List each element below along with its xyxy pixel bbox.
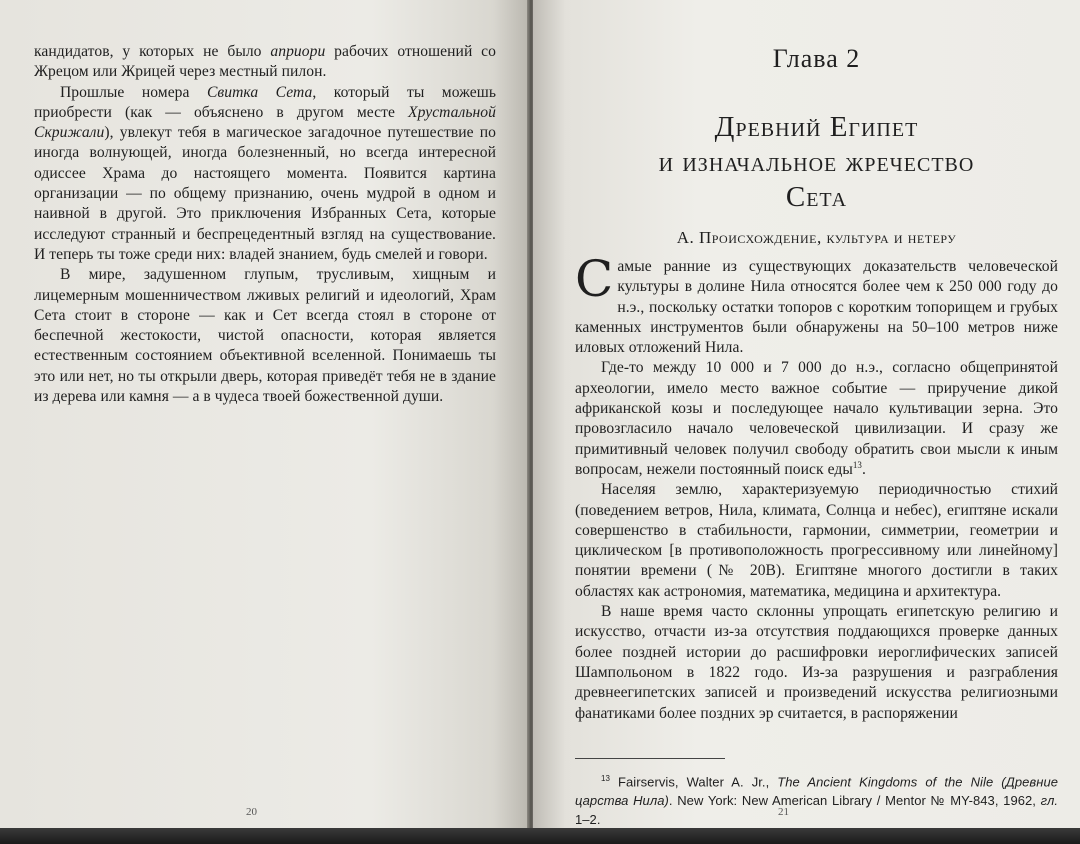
text-run: Fairservis, Walter A. Jr., xyxy=(610,774,778,790)
text-run: Населяя землю, характеризуемую периодичностью стихий (поведением ветров, Нила, климата, Солнца и небес), египтяне искали совершенство в стабильности, гармонии, симметрии, геометрии и циклическом [в противоположность прогрессивному или линейному] понятии времени (№ 20B). Египтяне многого достигли в таких областях как астрономия, математика, медицина и архитектура. xyxy=(575,481,1058,600)
footnote xyxy=(575,769,1058,829)
footnote-reference: 13 xyxy=(852,459,862,470)
text-run: . New York: New American Library / Mentor № MY-843, 1962, xyxy=(668,793,1041,809)
footnote-body xyxy=(575,774,1058,827)
chapter-title-line-3: Сета xyxy=(785,181,848,213)
right-paragraph-4 xyxy=(575,602,1058,724)
left-page-body xyxy=(34,42,496,407)
text-run: В мире, задушенном глупым, трусливым, хищным и лицемерным мошенничеством лживых религий и идеологий, Храм Сета стоит в стороне — как и Сет всегда стоял в стороне от беспечной жестокости, чистой опасности, которая является естественным состоянием объективной вселенной. Понимаешь ты это или нет, но ты открыли дверь, которая приведёт тебя не в здание из дерева или камня — а в чудеса твоей божественной души. xyxy=(34,266,496,406)
text-run: кандидатов, у которых не было xyxy=(34,43,271,60)
footnote-text xyxy=(575,769,1058,829)
right-paragraph-1-text xyxy=(575,250,1058,357)
section-subtitle: А. Происхождение, культура и нетеру xyxy=(676,228,957,247)
left-paragraph-2 xyxy=(34,83,496,266)
text-run: Прошлые номера xyxy=(60,83,207,101)
table-edge xyxy=(0,828,1080,844)
left-page xyxy=(0,0,530,830)
drop-cap-letter: С xyxy=(575,250,614,308)
italic-text: Хрустальной Скрижали xyxy=(34,103,496,142)
right-page xyxy=(533,0,1080,830)
right-paragraph-2 xyxy=(575,358,1058,480)
text-run: Где-то между 10 000 и 7 000 до н.э., согласно общепринятой археологии, имело место важное событие — приручение дикой африканской козы и последующее начало культивации зерна. Это провозгласило начало человеческой цивилизации. И сразу же примитивный человек получил свободу обратить свои мысли к иным вопросам, нежели постоянный поиск еды xyxy=(575,359,1058,478)
right-page-number: 21 xyxy=(778,806,789,818)
chapter-title xyxy=(575,110,1058,215)
text-run: амые ранние из существующих доказательств человеческой культуры в долине Нила относятся более чем к 250 000 году до н.э., поскольку остатки топоров с коротким топорищем и грубых каменных инструментов были обнаружены на 50–100 метров ниже иловых отложений Нила. xyxy=(575,258,1058,357)
italic-text: The Ancient Kingdoms of the Nile (Древние царства Нила) xyxy=(575,774,1058,809)
right-paragraph-3 xyxy=(575,480,1058,602)
italic-text: априори xyxy=(270,43,326,60)
text-run: В наше время часто склонны упрощать египетскую религию и искусство, отчасти из-за отсутствия поддающихся проверке данных более поздней истории до расшифровки иероглифических записей Шампольоном в 1822 годо. Из-за разрушения и разграбления древнеегипетских записей и произведений искусства религиозными фанатиками более поздних эр считается, в распоряжении xyxy=(575,603,1058,722)
chapter-heading: Глава 2 xyxy=(772,44,861,73)
chapter-title-line-2: и изначальное жречество xyxy=(658,146,975,178)
left-page-number: 20 xyxy=(246,806,257,818)
text-run: ), увлекут тебя в магическое загадочное путешествие по иногда волнующей, иногда болезненный, но всегда интересной одиссее Храма до настоящего момента. Появится картина организации — по общему признанию, очень мудрой в одном и наивной в другой. Это приключения Избранных Сета, которые исследуют странный и беспрецедентный взгляд на существование. И теперь ты тоже среди них: владей знанием, будь смелей и говори. xyxy=(34,124,496,263)
text-run: , который ты можешь приобрести (как — объяснено в другом месте xyxy=(34,83,496,121)
footnote-rule xyxy=(575,758,725,759)
right-paragraph-1 xyxy=(575,250,1058,358)
left-paragraph-1 xyxy=(34,42,496,83)
footnote-number: 13 xyxy=(601,773,610,783)
italic-text: гл. xyxy=(1040,793,1058,809)
left-paragraph-3 xyxy=(34,265,496,407)
text-run: рабочих отношений со Жрецом или Жрицей через местный пилон. xyxy=(34,43,496,81)
text-run: 1–2. xyxy=(575,812,601,828)
chapter-title-line-1: Древний Египет xyxy=(714,111,919,143)
italic-text: Свитка Сета xyxy=(206,83,313,101)
text-run: . xyxy=(861,460,866,478)
